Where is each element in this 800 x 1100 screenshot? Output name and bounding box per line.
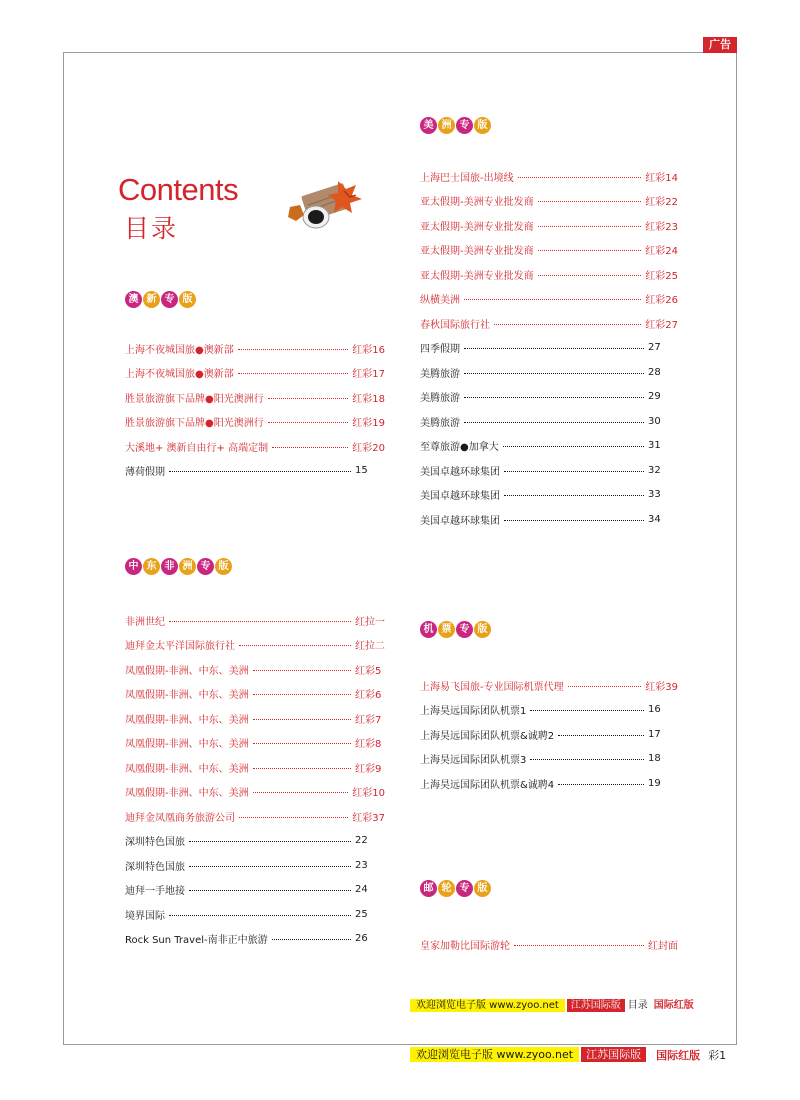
toc-entry-page: 红彩9 [355,763,382,775]
toc-entry-page: 30 [648,415,661,427]
toc-entry-page: 红拉一 [355,616,385,628]
toc-leader-dots [504,520,644,521]
toc-entry-page: 33 [648,489,661,501]
section-char: 专 [197,558,214,575]
toc-entry-page: 红彩8 [355,739,382,751]
section-char: 邮 [420,880,437,897]
toc-leader-dots [253,719,351,720]
contents-subtitle: 目录 [124,214,179,243]
toc-entry[interactable] [125,434,385,459]
toc-entry[interactable] [420,747,678,772]
footer-edition-badge: 江苏国际版 [581,1047,646,1062]
toc-entry-page: 15 [355,465,368,477]
footer-banner [410,1047,726,1062]
toc-leader-dots [253,792,349,793]
toc-entry[interactable] [420,287,678,312]
catalog-label: 目录 [627,1000,648,1011]
toc-entry-page: 红彩7 [355,714,382,726]
toc-entry-page: 24 [355,884,368,896]
section-title-youlun [420,880,491,897]
toc-entry-name: 上海巴士国旅-出境线 [420,172,514,184]
toc-entry-name: 美国卓越环球集团 [420,491,500,503]
toc-leader-dots [189,890,351,891]
toc-entry-page: 红彩6 [355,690,382,702]
toc-entry-name: 境界国际 [125,910,165,922]
toc-entry-name: 上海昊远国际团队机票&诚聘2 [420,730,555,742]
coffee-leaf-decoration-icon [286,175,366,235]
toc-entry-name: 胜景旅游旗下品牌●阳光澳洲行 [125,393,264,405]
toc-entry-page: 红彩37 [352,812,385,824]
section-char: 版 [474,621,491,638]
toc-entry-name: 四季假期 [420,344,460,356]
section-char: 洲 [438,117,455,134]
toc-entry-name: 迪拜一手地接 [125,886,185,898]
toc-entry[interactable] [420,434,678,459]
toc-entry[interactable] [420,458,678,483]
toc-leader-dots [169,621,351,622]
section-char: 非 [161,558,178,575]
toc-entry-name: 上海昊远国际团队机票3 [420,755,527,767]
toc-list-zhongdong [125,608,385,951]
toc-entry-page: 32 [648,464,661,476]
toc-entry-name: 纵横美洲 [420,295,460,307]
toc-leader-dots [504,471,644,472]
toc-entry-name: 胜景旅游旗下品牌●阳光澳洲行 [125,418,264,430]
toc-entry[interactable] [125,829,385,854]
section-char: 澳 [125,291,142,308]
toc-entry-name: 美腾旅游 [420,393,460,405]
section-char: 专 [456,880,473,897]
toc-entry-page: 红彩24 [645,246,678,258]
toc-entry-name: 凤凰假期-非洲、中东、美洲 [125,763,249,775]
toc-entry-name: 美国卓越环球集团 [420,515,500,527]
toc-entry-page: 17 [648,728,661,740]
toc-entry-page: 红彩17 [352,369,385,381]
toc-entry-page: 红拉二 [355,641,385,653]
toc-leader-dots [530,710,644,711]
toc-entry[interactable] [125,459,385,484]
toc-entry[interactable] [125,336,385,361]
toc-entry[interactable] [420,238,678,263]
toc-entry[interactable] [125,682,385,707]
toc-entry[interactable] [420,722,678,747]
toc-entry[interactable] [125,927,385,952]
toc-list-youlun [420,932,678,957]
toc-entry[interactable] [125,657,385,682]
toc-entry[interactable] [125,361,385,386]
toc-leader-dots [464,373,644,374]
toc-entry[interactable] [125,755,385,780]
toc-entry-name: 迪拜金凤凰商务旅游公司 [125,812,235,824]
toc-entry-name: 上海不夜城国旅●澳新部 [125,369,234,381]
toc-list-aoxin [125,336,385,483]
section-title-zhongdong [125,558,232,575]
toc-entry-name: 非洲世纪 [125,616,165,628]
toc-entry[interactable] [420,483,678,508]
section-char: 版 [215,558,232,575]
toc-entry-page: 红彩23 [645,221,678,233]
inner-banner [410,999,697,1012]
toc-entry-name: 深圳特色国旅 [125,861,185,873]
section-char: 洲 [179,558,196,575]
toc-leader-dots [189,841,351,842]
toc-leader-dots [253,743,351,744]
toc-entry-name: 大溪地+ 澳新自由行+ 高端定制 [125,442,269,454]
toc-entry-name: 亚太假期-美洲专业批发商 [420,246,534,258]
toc-entry[interactable] [125,804,385,829]
toc-entry-page: 红彩19 [352,418,385,430]
toc-entry[interactable] [420,189,678,214]
toc-entry[interactable] [125,608,385,633]
toc-entry-name: 凤凰假期-非洲、中东、美洲 [125,714,249,726]
section-char: 东 [143,558,160,575]
toc-entry-name: 皇家加勒比国际游轮 [420,940,510,952]
toc-leader-dots [514,945,644,946]
toc-leader-dots [538,250,642,251]
toc-entry-name: 至尊旅游●加拿大 [420,442,499,454]
toc-entry[interactable] [420,673,678,698]
toc-entry[interactable] [125,902,385,927]
toc-entry[interactable] [125,731,385,756]
toc-entry-name: 春秋国际旅行社 [420,319,490,331]
toc-leader-dots [239,817,348,818]
toc-entry-page: 红彩22 [645,197,678,209]
section-title-jipiao [420,621,491,638]
edition-badge: 江苏国际版 [567,999,625,1012]
toc-entry-name: 凤凰假期-非洲、中东、美洲 [125,690,249,702]
toc-leader-dots [538,275,642,276]
toc-leader-dots [558,784,644,785]
toc-leader-dots [464,348,644,349]
toc-entry[interactable] [420,360,678,385]
toc-entry-name: 亚太假期-美洲专业批发商 [420,270,534,282]
section-char: 中 [125,558,142,575]
toc-leader-dots [464,397,644,398]
toc-leader-dots [568,686,642,687]
toc-leader-dots [253,768,351,769]
toc-entry[interactable] [420,385,678,410]
toc-leader-dots [239,645,351,646]
toc-entry-page: 26 [355,933,368,945]
toc-leader-dots [272,447,348,448]
toc-entry-page: 22 [355,835,368,847]
toc-entry-page: 27 [648,342,661,354]
toc-entry[interactable] [420,262,678,287]
toc-entry-page: 红彩16 [352,344,385,356]
toc-entry-page: 红彩27 [645,319,678,331]
footer-welcome-text: 欢迎浏览电子版 www.zyoo.net [410,1047,579,1062]
toc-leader-dots [169,471,351,472]
toc-entry-name: 迪拜金太平洋国际旅行社 [125,641,235,653]
toc-leader-dots [538,201,642,202]
toc-leader-dots [503,446,644,447]
toc-entry-name: Rock Sun Travel-南非正中旅游 [125,935,268,947]
toc-entry[interactable] [125,706,385,731]
toc-entry[interactable] [420,932,678,957]
toc-leader-dots [272,939,351,940]
ad-tag: 广告 [703,37,737,53]
toc-entry-name: 上海易飞国旅-专业国际机票代理 [420,681,564,693]
toc-entry-name: 薄荷假期 [125,467,165,479]
toc-entry-name: 亚太假期-美洲专业批发商 [420,197,534,209]
toc-entry[interactable] [125,878,385,903]
toc-leader-dots [504,495,644,496]
toc-leader-dots [169,915,351,916]
section-char: 版 [474,880,491,897]
toc-entry[interactable] [125,385,385,410]
contents-title: Contents [118,172,239,207]
toc-leader-dots [538,226,642,227]
toc-entry-name: 美腾旅游 [420,417,460,429]
welcome-text: 欢迎浏览电子版 www.zyoo.net [410,999,565,1012]
toc-leader-dots [558,735,644,736]
toc-entry-page: 23 [355,859,368,871]
toc-entry[interactable] [420,409,678,434]
toc-leader-dots [268,422,349,423]
toc-entry-page: 红彩20 [352,442,385,454]
toc-list-jipiao [420,673,678,796]
toc-entry-page: 19 [648,777,661,789]
toc-entry-name: 美腾旅游 [420,368,460,380]
toc-leader-dots [494,324,641,325]
toc-entry[interactable] [125,853,385,878]
section-char: 专 [161,291,178,308]
page-number: 彩1 [708,1048,727,1062]
section-char: 票 [438,621,455,638]
toc-entry-page: 红彩14 [645,172,678,184]
toc-entry[interactable] [125,410,385,435]
toc-entry-name: 上海昊远国际团队机票1 [420,706,527,718]
toc-entry[interactable] [420,336,678,361]
toc-entry-page: 红彩18 [352,393,385,405]
toc-entry[interactable] [420,507,678,532]
toc-leader-dots [518,177,642,178]
toc-leader-dots [253,694,351,695]
toc-entry-page: 红彩25 [645,270,678,282]
toc-leader-dots [530,759,644,760]
toc-leader-dots [268,398,349,399]
toc-entry[interactable] [125,780,385,805]
toc-entry[interactable] [125,633,385,658]
section-char: 新 [143,291,160,308]
toc-entry-name: 美国卓越环球集团 [420,466,500,478]
section-char: 美 [420,117,437,134]
toc-leader-dots [464,422,644,423]
toc-entry-page: 34 [648,513,661,525]
toc-entry-page: 16 [648,704,661,716]
section-char: 机 [420,621,437,638]
toc-entry[interactable] [420,164,678,189]
toc-entry[interactable] [420,311,678,336]
toc-entry[interactable] [420,213,678,238]
section-char: 版 [179,291,196,308]
section-char: 轮 [438,880,455,897]
toc-entry-name: 上海昊远国际团队机票&诚聘4 [420,779,555,791]
toc-leader-dots [253,670,351,671]
toc-entry[interactable] [420,771,678,796]
section-char: 版 [474,117,491,134]
toc-entry-page: 红彩5 [355,665,382,677]
toc-entry-page: 红封面 [648,940,678,952]
toc-entry-name: 上海不夜城国旅●澳新部 [125,344,234,356]
toc-leader-dots [189,866,351,867]
toc-entry-name: 凤凰假期-非洲、中东、美洲 [125,739,249,751]
toc-entry-page: 红彩26 [645,295,678,307]
toc-leader-dots [464,299,641,300]
toc-entry-page: 29 [648,391,661,403]
toc-entry-page: 28 [648,366,661,378]
toc-entry-name: 亚太假期-美洲专业批发商 [420,221,534,233]
toc-entry-page: 18 [648,753,661,765]
toc-entry-page: 红彩39 [645,681,678,693]
toc-entry[interactable] [420,698,678,723]
toc-leader-dots [238,373,349,374]
toc-entry-name: 凤凰假期-非洲、中东、美洲 [125,665,249,677]
toc-list-meizhou [420,164,678,532]
toc-entry-name: 深圳特色国旅 [125,837,185,849]
red-edition-label: 国际红版 [653,1000,694,1011]
footer-red-edition: 国际红版 [656,1048,701,1062]
section-title-meizhou [420,117,491,134]
toc-entry-name: 凤凰假期-非洲、中东、美洲 [125,788,249,800]
toc-leader-dots [238,349,349,350]
section-title-aoxin [125,291,196,308]
toc-entry-page: 25 [355,908,368,920]
section-char: 专 [456,621,473,638]
toc-entry-page: 31 [648,440,661,452]
section-char: 专 [456,117,473,134]
toc-entry-page: 红彩10 [352,788,385,800]
